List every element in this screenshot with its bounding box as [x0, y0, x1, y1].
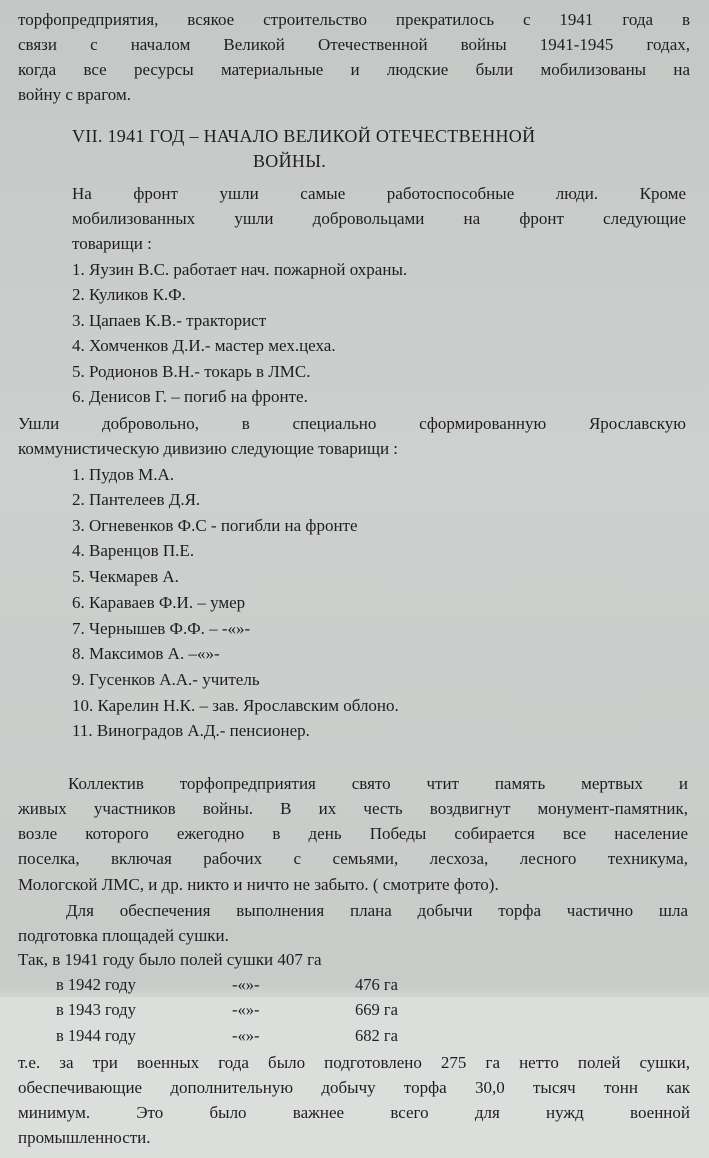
list-item: 4. Варенцов П.Е.	[72, 541, 195, 560]
front-intro-line: товарищи :	[72, 234, 152, 253]
list-item: 6. Денисов Г. – погиб на фронте.	[72, 387, 308, 406]
memorial-line: Мологской ЛМС, и др. никто и ничто не забыто. ( смотрите фото).	[18, 875, 499, 894]
list-item: 11. Виноградов А.Д.- пенсионер.	[72, 721, 310, 740]
intro-line: когда все ресурсы материальные и людские были мобилизованы на	[18, 60, 690, 79]
memorial-line: возле которого ежегодно в день Победы собирается все население	[18, 824, 688, 843]
drying-line: подготовка площадей сушки.	[18, 926, 229, 945]
list-item: 10. Карелин Н.К. – зав. Ярославским облоно.	[72, 696, 399, 715]
list-item: 5. Родионов В.Н.- токарь в ЛМС.	[72, 362, 311, 381]
list-item: 9. Гусенков А.А.- учитель	[72, 670, 260, 689]
drying-row-ditto: -«»-	[232, 1026, 260, 1045]
drying-row-year: в 1944 году	[56, 1026, 136, 1045]
drying-row-area: 682 га	[355, 1026, 398, 1045]
list-item: 5. Чекмарев А.	[72, 567, 179, 586]
conclusion-line: т.е. за три военных года было подготовлено 275 га нетто полей сушки,	[18, 1053, 690, 1072]
drying-row-area: 669 га	[355, 1000, 398, 1019]
front-intro-line: мобилизованных ушли добровольцами на фронт следующие	[72, 209, 686, 228]
section-heading-cont: ВОЙНЫ.	[253, 151, 327, 171]
conclusion-line: обеспечивающие дополнительную добычу торфа 30,0 тысяч тонн как	[18, 1078, 690, 1097]
list-item: 4. Хомченков Д.И.- мастер мех.цеха.	[72, 336, 336, 355]
drying-row-ditto: -«»-	[232, 975, 260, 994]
list-item: 2. Пантелеев Д.Я.	[72, 490, 201, 509]
drying-row-year: в 1943 году	[56, 1000, 136, 1019]
front-intro-line: На фронт ушли самые работоспособные люди. Кроме	[72, 184, 686, 203]
division-intro-line: Ушли добровольно, в специально сформированную Ярославскую	[18, 414, 686, 433]
list-item: 1. Яузин В.С. работает нач. пожарной охраны.	[72, 260, 408, 279]
intro-line: торфопредприятия, всякое строительство прекратилось с 1941 года в	[18, 10, 690, 29]
memorial-line: Коллектив торфопредприятия свято чтит память мертвых и	[68, 774, 688, 793]
drying-row-year: в 1942 году	[56, 975, 136, 994]
division-intro-line: коммунистическую дивизию следующие товарищи :	[18, 439, 399, 458]
conclusion-line: минимум. Это было важнее всего для нужд военной	[18, 1103, 690, 1122]
list-item: 6. Караваев Ф.И. – умер	[72, 593, 246, 612]
intro-line: связи с началом Великой Отечественной войны 1941-1945 годах,	[18, 35, 690, 54]
list-item: 3. Цапаев К.В.- тракторист	[72, 311, 267, 330]
drying-summary: Так, в 1941 году было полей сушки 407 га	[18, 950, 322, 969]
memorial-line: живых участников войны. В их честь воздвигнут монумент-памятник,	[18, 799, 688, 818]
list-item: 1. Пудов М.А.	[72, 465, 175, 484]
list-item: 8. Максимов А. –«»-	[72, 644, 220, 663]
drying-line: Для обеспечения выполнения плана добычи торфа частично шла	[66, 901, 688, 920]
section-heading: VII. 1941 ГОД – НАЧАЛО ВЕЛИКОЙ ОТЕЧЕСТВЕННОЙ	[72, 126, 536, 146]
list-item: 2. Куликов К.Ф.	[72, 285, 186, 304]
memorial-line: поселка, включая рабочих с семьями, лесхоза, лесного техникума,	[18, 849, 688, 868]
drying-row-area: 476 га	[355, 975, 398, 994]
intro-line: войну с врагом.	[18, 85, 131, 104]
conclusion-line: промышленности.	[18, 1128, 151, 1147]
list-item: 7. Чернышев Ф.Ф. – -«»-	[72, 619, 251, 638]
list-item: 3. Огневенков Ф.С - погибли на фронте	[72, 516, 358, 535]
drying-row-ditto: -«»-	[232, 1000, 260, 1019]
